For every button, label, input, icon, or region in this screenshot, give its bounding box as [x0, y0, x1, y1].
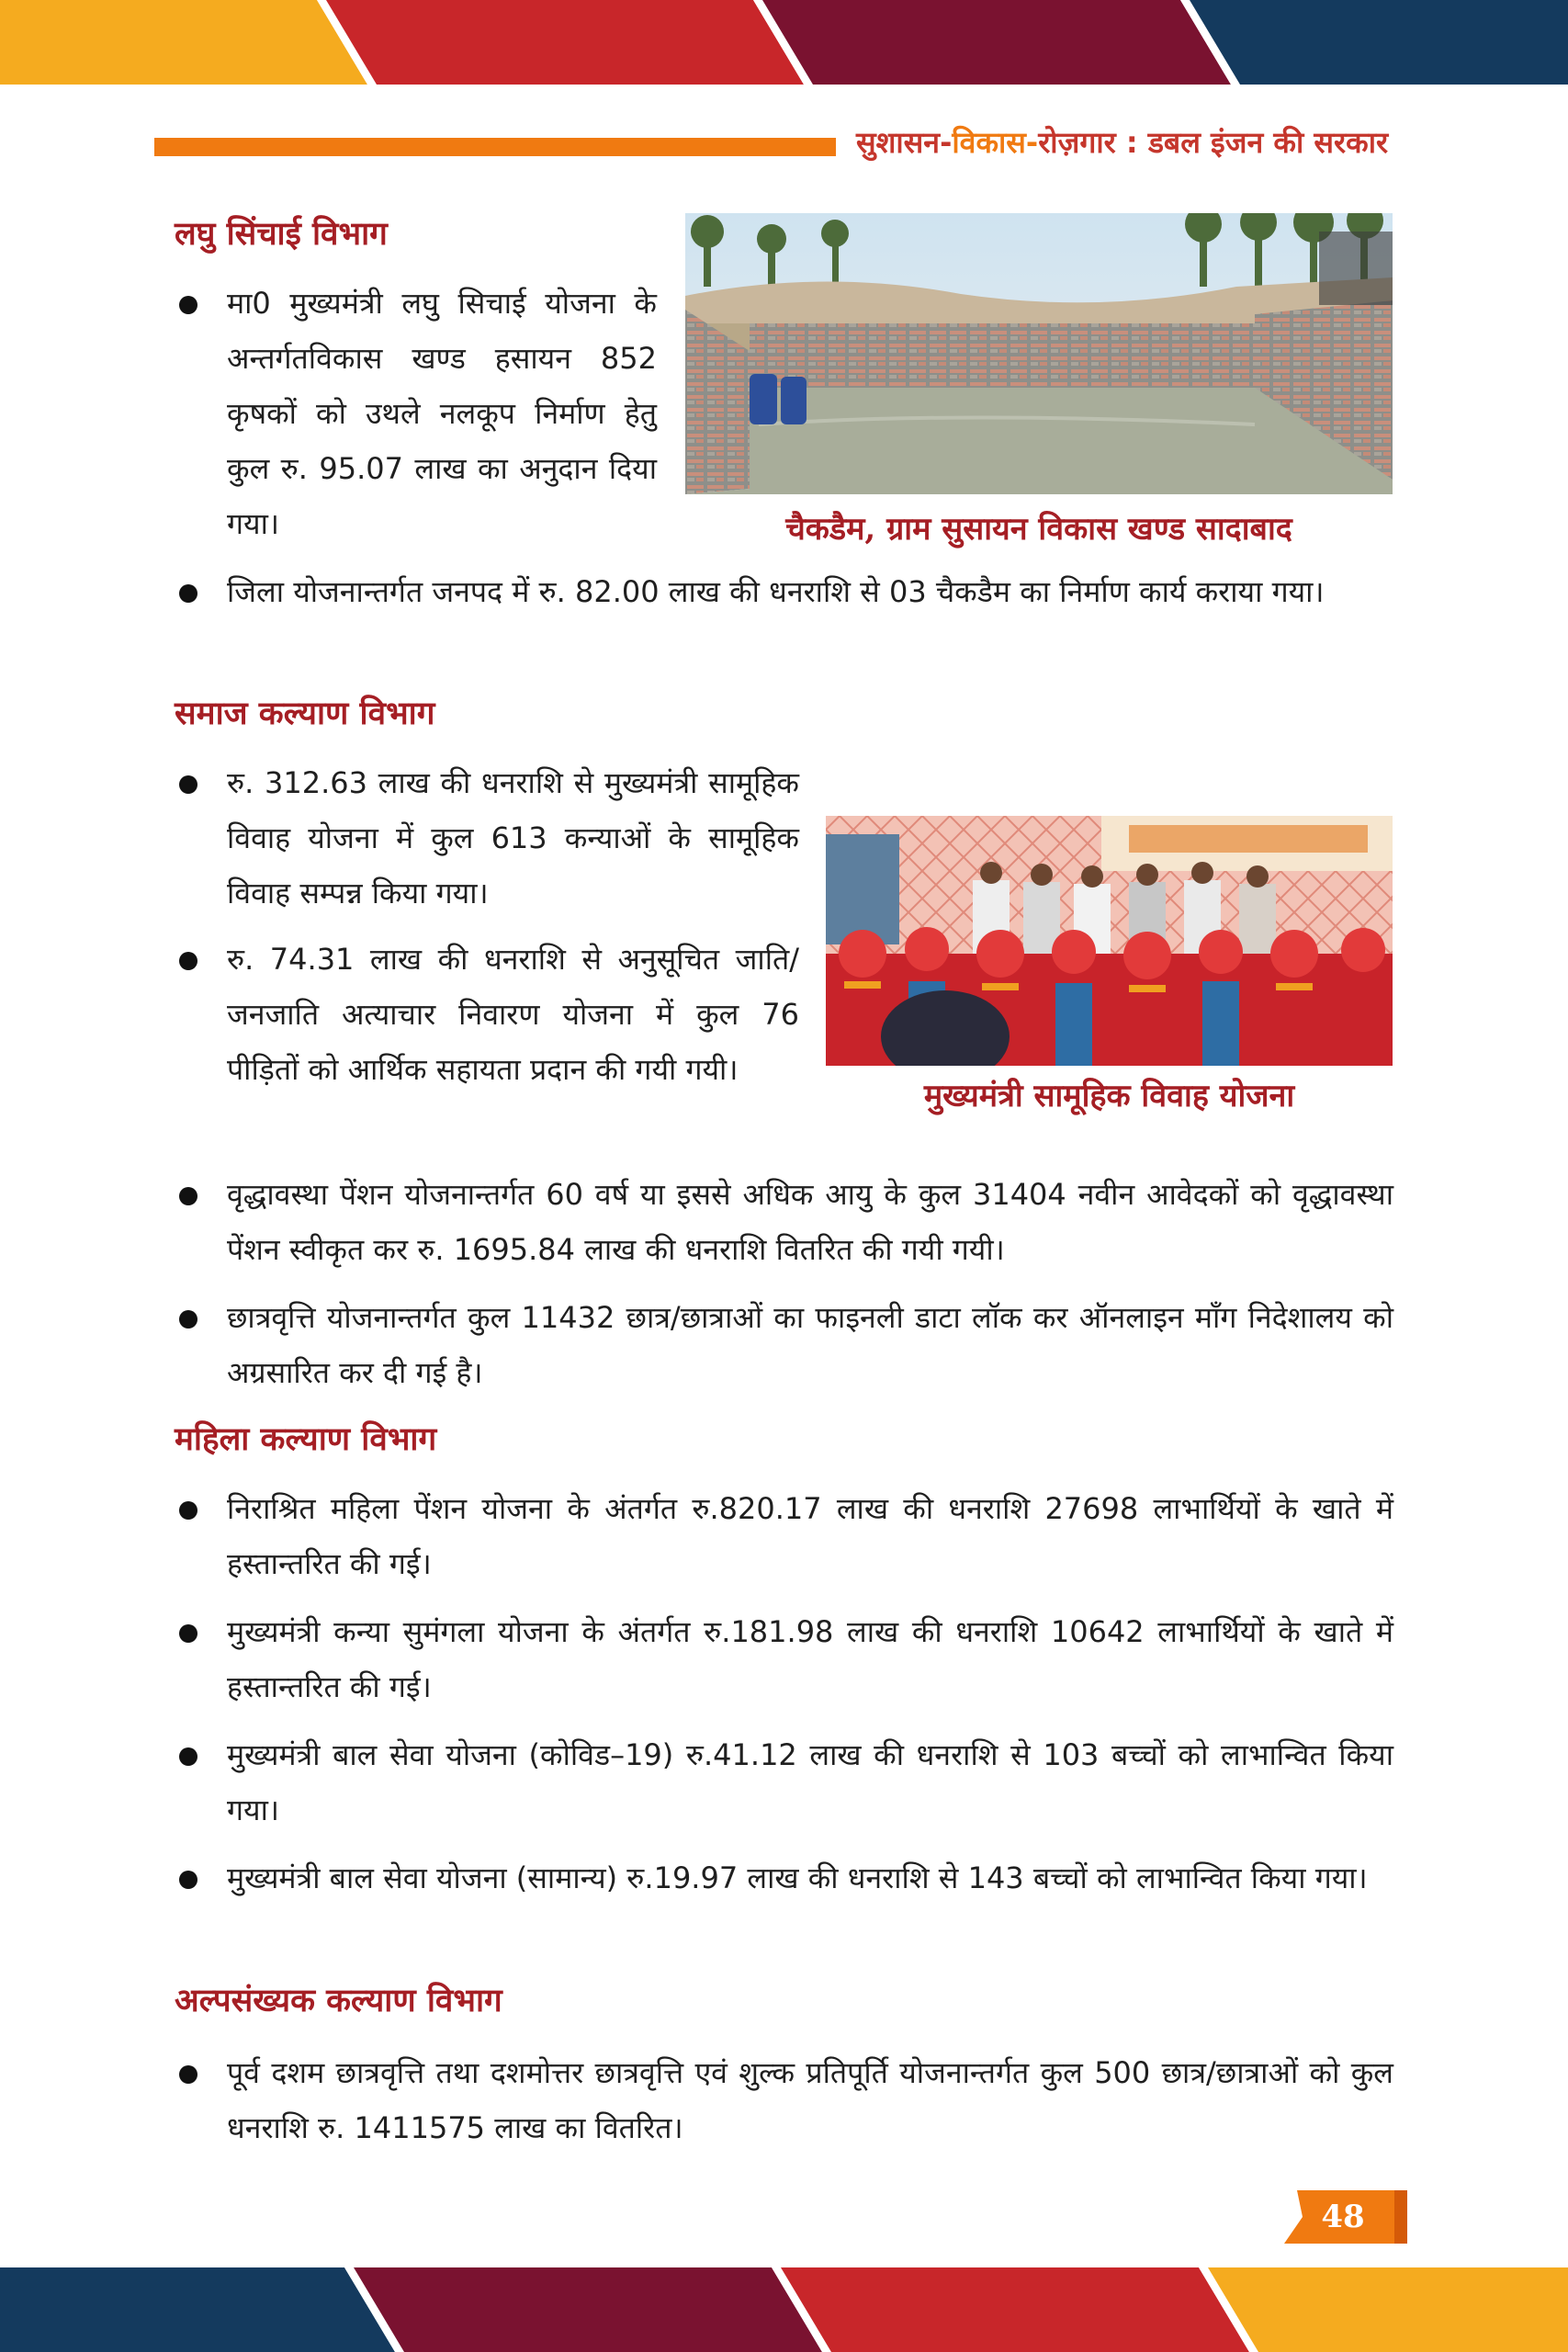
- bottom-decorative-band: [0, 2267, 1568, 2352]
- list-item: [179, 1727, 1393, 1838]
- list-item: [179, 932, 799, 1097]
- bullet-icon: [179, 2065, 197, 2084]
- bullet-icon: [179, 775, 197, 794]
- bullet-icon: [179, 1187, 197, 1205]
- list-item: [179, 1604, 1393, 1714]
- section-heading-samaj-kalyan: समाज कल्याण विभाग: [175, 695, 435, 732]
- page-header-title: सुशासन-विकास-रोज़गार : डबल इंजन की सरकार: [856, 125, 1389, 160]
- bullet-icon: [179, 1747, 197, 1766]
- section-heading-alpsankhyak-kalyan: अल्पसंख्यक कल्याण विभाग: [175, 1982, 502, 2019]
- list-item-text: वृद्धावस्था पेंशन योजनान्तर्गत 60 वर्ष या इससे अधिक आयु के कुल 31404 नवीन आवेदकों को वृद्धावस्था पेंशन स्वीकृत कर रु. 1695.84 लाख की धनराशि वितरित की गयी गयी।: [227, 1177, 1393, 1267]
- list-item: [179, 564, 1393, 619]
- list-item-text: छात्रवृत्ति योजनान्तर्गत कुल 11432 छात्र/छात्राओं का फाइनली डाटा लॉक कर ऑनलाइन माँग निदेशालय को अग्रसारित कर दी गई है।: [227, 1300, 1393, 1390]
- list-item-text: मुख्यमंत्री कन्या सुमंगला योजना के अंतर्गत रु.181.98 लाख की धनराशि 10642 लाभार्थियों के खाते में हस्तान्तरित की गई।: [227, 1614, 1393, 1704]
- bullet-icon: [179, 296, 197, 314]
- page-number: 48: [1321, 2199, 1365, 2235]
- mass-wedding-photo-caption: मुख्यमंत्री सामूहिक विवाह योजना: [923, 1078, 1295, 1114]
- section-heading-mahila-kalyan: महिला कल्याण विभाग: [175, 1420, 437, 1458]
- list-item: [179, 276, 657, 551]
- list-item-text: मा0 मुख्यमंत्री लघु सिचाई योजना के अन्तर्गतविकास खण्ड हसायन 852 कृषकों को उथले नलकूप निर्माण हेतु कुल रु. 95.07 लाख का अनुदान दिया गया।: [227, 286, 657, 541]
- top-decorative-band: [0, 0, 1568, 85]
- list-item: [179, 1481, 1393, 1591]
- list-item: [179, 1850, 1393, 1905]
- check-dam-photo: [685, 213, 1393, 494]
- section-heading-laghu-sinchai: लघु सिंचाई विभाग: [175, 215, 388, 253]
- list-item-text: जिला योजनान्तर्गत जनपद में रु. 82.00 लाख की धनराशि से 03 चैकडैम का निर्माण कार्य कराया गया।: [227, 574, 1325, 609]
- bullet-icon: [179, 1501, 197, 1520]
- list-item: [179, 755, 799, 921]
- list-item-text: मुख्यमंत्री बाल सेवा योजना (कोविड–19) रु.41.12 लाख की धनराशि से 103 बच्चों को लाभान्वित किया गया।: [227, 1737, 1393, 1827]
- list-item: [179, 1167, 1393, 1277]
- mass-wedding-photo: [826, 816, 1393, 1066]
- list-item-text: रु. 312.63 लाख की धनराशि से मुख्यमंत्री सामूहिक विवाह योजना में कुल 613 कन्याओं के सामूहिक विवाह सम्पन्न किया गया।: [227, 765, 799, 910]
- bullet-icon: [179, 952, 197, 970]
- list-item-text: मुख्यमंत्री बाल सेवा योजना (सामान्य) रु.19.97 लाख की धनराशि से 143 बच्चों को लाभान्वित किया गया।: [227, 1860, 1368, 1895]
- list-item-text: पूर्व दशम छात्रवृत्ति तथा दशमोत्तर छात्रवृत्ति एवं शुल्क प्रतिपूर्ति योजनान्तर्गत कुल 500 छात्र/छात्राओं को कुल धनराशि रु. 1411575 लाख का वितरित।: [227, 2055, 1393, 2145]
- list-item-text: रु. 74.31 लाख की धनराशि से अनुसूचित जाति/जनजाति अत्याचार निवारण योजना में कुल 76 पीड़ितों को आर्थिक सहायता प्रदान की गयी गयी।: [227, 942, 799, 1087]
- bullet-icon: [179, 1310, 197, 1329]
- bullet-icon: [179, 1624, 197, 1643]
- list-item: [179, 2045, 1393, 2155]
- bullet-icon: [179, 584, 197, 603]
- check-dam-photo-caption: चैकडैम, ग्राम सुसायन विकास खण्ड सादाबाद: [785, 511, 1292, 548]
- list-item-text: निराश्रित महिला पेंशन योजना के अंतर्गत रु.820.17 लाख की धनराशि 27698 लाभार्थियों के खाते में हस्तान्तरित की गई।: [227, 1491, 1393, 1581]
- bullet-icon: [179, 1871, 197, 1889]
- header-rule: [154, 138, 836, 156]
- list-item: [179, 1290, 1393, 1400]
